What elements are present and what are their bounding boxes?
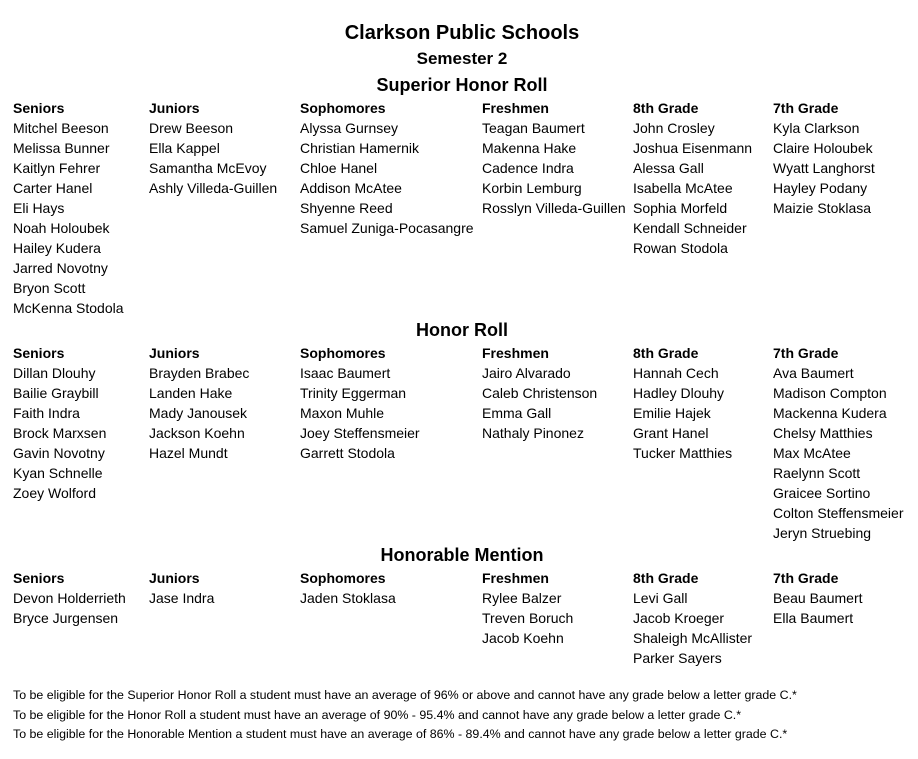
student-name: Hannah Cech (633, 365, 719, 381)
student-name: Bryon Scott (13, 280, 86, 296)
grade-heading: 8th Grade (633, 570, 699, 586)
student-name: Alyssa Gurnsey (300, 120, 399, 136)
footnote-honorable: To be eligible for the Honorable Mention a student must have an average of 86% - 89.4% and cannot have any grade below a letter grade C.* (13, 727, 788, 741)
grade-heading: 8th Grade (633, 345, 699, 361)
student-name: Teagan Baumert (482, 120, 585, 136)
grade-column (633, 343, 732, 463)
student-name: Hailey Kudera (13, 240, 101, 256)
student-name: Mackenna Kudera (773, 405, 887, 421)
student-name: Ella Kappel (149, 140, 220, 156)
student-name: Landen Hake (149, 385, 233, 401)
student-name: Max McAtee (773, 445, 851, 461)
student-name: Ava Baumert (773, 365, 854, 381)
grade-column (13, 568, 126, 628)
student-name: Jarred Novotny (13, 260, 108, 276)
student-name: Bailie Graybill (13, 385, 99, 401)
section-title: Honorable Mention (380, 545, 544, 565)
student-name: Faith Indra (13, 405, 80, 421)
student-name: Gavin Novotny (13, 445, 105, 461)
student-name: Brayden Brabec (149, 365, 250, 381)
grade-column (482, 98, 626, 218)
student-name: Rylee Balzer (482, 590, 562, 606)
grade-column (149, 343, 249, 463)
student-name: Carter Hanel (13, 180, 93, 196)
student-name: Wyatt Langhorst (773, 160, 875, 176)
student-name: Jase Indra (149, 590, 215, 606)
student-name: Mitchel Beeson (13, 120, 109, 136)
student-name: Hadley Dlouhy (633, 385, 725, 401)
student-name: Zoey Wolford (13, 485, 96, 501)
student-name: Samantha McEvoy (149, 160, 267, 176)
student-name: Nathaly Pinonez (482, 425, 584, 441)
grade-heading: Sophomores (300, 570, 386, 586)
student-name: Madison Compton (773, 385, 887, 401)
student-name: McKenna Stodola (13, 300, 124, 316)
student-name: Caleb Christenson (482, 385, 598, 401)
grade-column (482, 343, 597, 443)
grade-heading: 7th Grade (773, 345, 839, 361)
student-name: Jackson Koehn (149, 425, 245, 441)
student-name: Emma Gall (482, 405, 552, 421)
student-name: Shyenne Reed (300, 200, 393, 216)
grade-heading: Sophomores (300, 345, 386, 361)
grade-column (300, 343, 420, 463)
grade-heading: Seniors (13, 570, 65, 586)
student-name: Rowan Stodola (633, 240, 728, 256)
grade-heading: Juniors (149, 100, 200, 116)
grade-heading: 8th Grade (633, 100, 699, 116)
student-name: Chelsy Matthies (773, 425, 873, 441)
student-name: Raelynn Scott (773, 465, 861, 481)
grade-heading: Seniors (13, 345, 65, 361)
student-name: Kyla Clarkson (773, 120, 860, 136)
grade-heading: Freshmen (482, 570, 549, 586)
grade-heading: 7th Grade (773, 570, 839, 586)
student-name: Levi Gall (633, 590, 688, 606)
grade-heading: Juniors (149, 570, 200, 586)
student-name: Korbin Lemburg (482, 180, 582, 196)
student-name: Alessa Gall (633, 160, 704, 176)
grade-column (149, 568, 214, 608)
student-name: Grant Hanel (633, 425, 709, 441)
student-name: Beau Baumert (773, 590, 863, 606)
grade-heading: Seniors (13, 100, 65, 116)
student-name: Dillan Dlouhy (13, 365, 96, 381)
student-name: Bryce Jurgensen (13, 610, 119, 626)
grade-column (149, 98, 277, 198)
grade-column (773, 568, 863, 628)
student-name: Colton Steffensmeier (773, 505, 904, 521)
student-name: John Crosley (633, 120, 715, 136)
student-name: Chloe Hanel (300, 160, 378, 176)
student-name: Addison McAtee (300, 180, 402, 196)
student-name: Parker Sayers (633, 650, 722, 666)
student-name: Kendall Schneider (633, 220, 747, 236)
grade-column (482, 568, 573, 648)
student-name: Joey Steffensmeier (300, 425, 420, 441)
school-title: Clarkson Public Schools (344, 22, 580, 44)
student-name: Jaden Stoklasa (300, 590, 396, 606)
student-name: Kaitlyn Fehrer (13, 160, 101, 176)
footnote-honor: To be eligible for the Honor Roll a student must have an average of 90% - 95.4% and cannot have any grade below a letter grade C.* (13, 707, 742, 722)
student-name: Noah Holoubek (13, 220, 110, 236)
student-name: Drew Beeson (149, 120, 234, 136)
grade-column (773, 98, 875, 218)
section-title: Superior Honor Roll (376, 75, 548, 95)
student-name: Sophia Morfeld (633, 200, 728, 216)
student-name: Trinity Eggerman (300, 385, 407, 401)
grade-column (300, 98, 474, 238)
student-name: Samuel Zuniga-Pocasangre (300, 220, 474, 236)
grade-column (300, 568, 396, 608)
student-name: Kyan Schnelle (13, 465, 103, 481)
student-name: Shaleigh McAllister (633, 630, 753, 646)
student-name: Melissa Bunner (13, 140, 110, 156)
section-title: Honor Roll (416, 320, 508, 340)
grade-column (773, 343, 903, 543)
student-name: Garrett Stodola (300, 445, 395, 461)
student-name: Brock Marxsen (13, 425, 107, 441)
student-name: Emilie Hajek (633, 405, 711, 421)
student-name: Rosslyn Villeda-Guillen (482, 200, 626, 216)
student-name: Jeryn Struebing (773, 525, 872, 541)
student-name: Joshua Eisenmann (633, 140, 753, 156)
student-name: Tucker Matthies (633, 445, 733, 461)
student-name: Isaac Baumert (300, 365, 391, 381)
student-name: Cadence Indra (482, 160, 574, 176)
student-name: Makenna Hake (482, 140, 577, 156)
grade-heading: Freshmen (482, 345, 549, 361)
student-name: Christian Hamernik (300, 140, 420, 156)
student-name: Jacob Kroeger (633, 610, 725, 626)
student-name: Maxon Muhle (300, 405, 385, 421)
student-name: Maizie Stoklasa (773, 200, 872, 216)
grade-heading: Freshmen (482, 100, 549, 116)
student-name: Claire Holoubek (773, 140, 873, 156)
student-name: Treven Boruch (482, 610, 574, 626)
student-name: Graicee Sortino (773, 485, 871, 501)
grade-heading: Juniors (149, 345, 200, 361)
footnote-superior: To be eligible for the Superior Honor Roll a student must have an average of 96% or above and cannot have any grade below a letter grade C.* (13, 688, 797, 702)
student-name: Devon Holderrieth (13, 590, 126, 606)
grade-column (13, 98, 124, 318)
student-name: Isabella McAtee (633, 180, 733, 196)
student-name: Jairo Alvarado (482, 365, 571, 381)
student-name: Mady Janousek (149, 405, 248, 421)
semester-subtitle: Semester 2 (416, 49, 508, 68)
grade-column (633, 98, 752, 258)
grade-column (13, 343, 106, 503)
grade-heading: 7th Grade (773, 100, 839, 116)
student-name: Eli Hays (13, 200, 65, 216)
grade-column (633, 568, 752, 668)
eligibility-footnotes (13, 686, 797, 745)
grade-heading: Sophomores (300, 100, 386, 116)
student-name: Ella Baumert (773, 610, 854, 626)
student-name: Jacob Koehn (482, 630, 564, 646)
student-name: Hayley Podany (773, 180, 868, 196)
student-name: Ashly Villeda-Guillen (149, 180, 278, 196)
student-name: Hazel Mundt (149, 445, 228, 461)
